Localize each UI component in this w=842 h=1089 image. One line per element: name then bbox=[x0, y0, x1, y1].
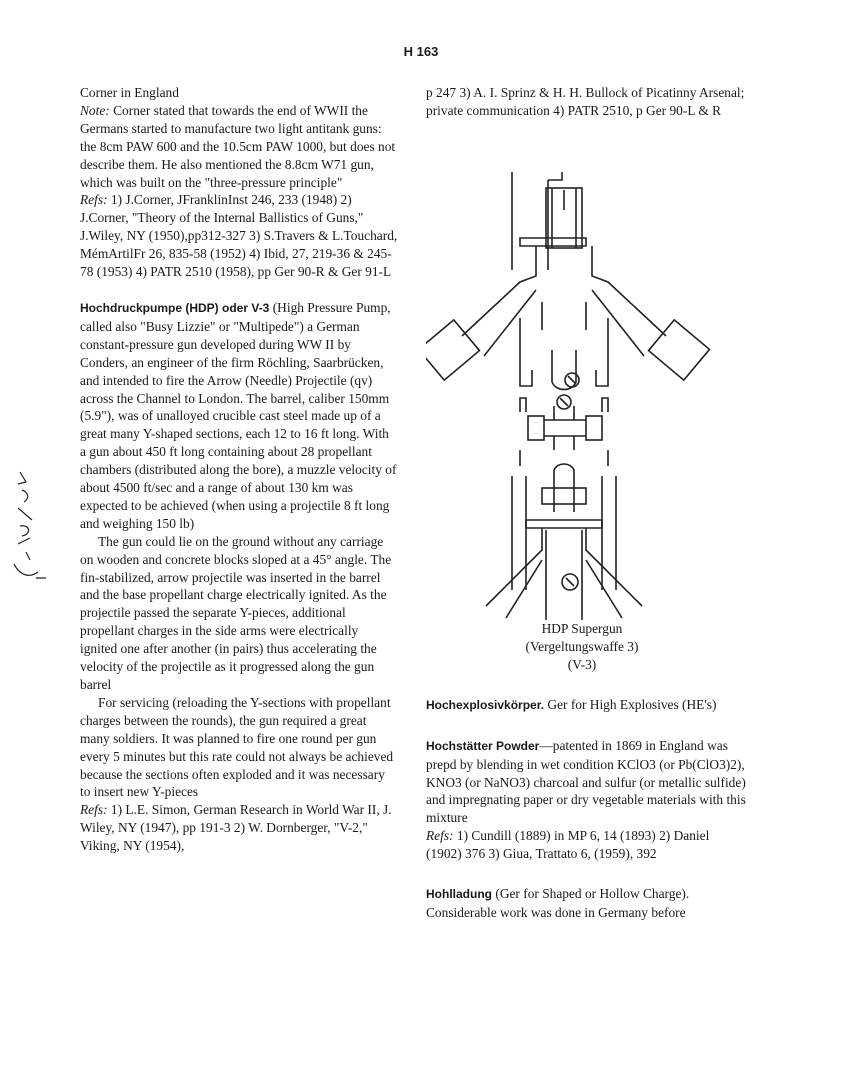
diagram-caption bbox=[418, 620, 746, 674]
right-column bbox=[426, 84, 746, 922]
hdp-entry bbox=[80, 299, 398, 533]
hohlladung-heading: Hohlladung bbox=[426, 887, 492, 902]
hdp-text: (High Pressure Pump, called also "Busy Lizzie" or "Multipede") a German constant-pressure gun developed during WW II by Conders, an engineer of the firm Röchling, Saarbrücken, and intended to fire the Arrow (Needle) Projectile (qv) across the Channel to London. The barrel, caliber 150mm (5.9"), was of unalloyed crucible cast steel made up of a great many Y-shaped sections, each 12 to 16 ft long. With a gun about 450 ft long containing about 28 propellant chambers (distributed along the bore), a muzzle velocity of about 4500 ft/sec and a range of about 130 km was expected to be achieved (when using a projectile 8 ft long and weighing 150 lb) bbox=[80, 299, 397, 531]
hochstatter-refs bbox=[426, 827, 746, 863]
refs-label: Refs: bbox=[426, 828, 454, 844]
caption-line-1: HDP Supergun bbox=[541, 620, 623, 636]
hdp-refs bbox=[80, 801, 398, 855]
note-text: Corner stated that towards the end of WWII the Germans started to manufacture two light antitank guns: the 8cm PAW 600 and the 10.5cm PAW 1000, but does not describe them. He also mentioned the 8.8cm W71 gun, which was built on the "three-pressure principle" bbox=[80, 102, 396, 190]
refs-continuation: p 247 3) A. I. Sprinz & H. H. Bullock of Picatinny Arsenal; private communication 4) PATR 2510, p Ger 90-L & R bbox=[426, 85, 745, 118]
hdp-supergun-diagram bbox=[426, 120, 746, 620]
refs-text: 1) L.E. Simon, German Research in World War II, J. Wiley, NY (1947), pp 191-3 2) W. Dornberger, "V-2," Viking, NY (1954), bbox=[80, 802, 392, 854]
hdp-paragraph-2: The gun could lie on the ground without any carriage on wooden and concrete blocks sloped at a 45° angle. The fin-stabilized, arrow projectile was inserted in the barrel and the base propellant charge electrically ignited. As the projectile passed the separate Y-pieces, additional propellant charges in the side arms were electrically ignited one after another (in pairs) thus accelerating the velocity of the projectile as it progressed along the gun barrel bbox=[80, 533, 392, 692]
caption-line-2: (Vergeltungswaffe 3) bbox=[525, 638, 639, 654]
hochstatter-heading: Hochstätter Powder bbox=[426, 738, 540, 753]
corner-entry-tail: Corner in England bbox=[80, 85, 179, 100]
hochstatter-entry bbox=[426, 737, 746, 828]
left-column bbox=[80, 84, 398, 855]
lower-y-section bbox=[486, 464, 642, 620]
refs-label: Refs: bbox=[80, 802, 108, 818]
hochexplosiv-heading: Hochexplosivkörper. bbox=[426, 697, 545, 712]
hohlladung-text: (Ger for Shaped or Hollow Charge). Considerable work was done in Germany before bbox=[426, 886, 690, 920]
refs-label: Refs: bbox=[80, 192, 108, 208]
corner-note bbox=[80, 102, 398, 192]
hdp-paragraph-3: For servicing (reloading the Y-sections with propellant charges between the rounds), the gun required a great many soldiers. It was planned to fire one round per gun every 5 minutes but this rate could not always be achieved because the sections often exploded and it was necessary to insert new Y-pieces bbox=[80, 694, 394, 800]
corner-refs bbox=[80, 191, 398, 281]
caption-line-3: (V-3) bbox=[567, 656, 597, 672]
note-label: Note: bbox=[80, 102, 110, 118]
refs-text: 1) Cundill (1889) in MP 6, 14 (1893) 2) Daniel (1902) 376 3) Giua, Trattato 6, (1959), 392 bbox=[426, 828, 710, 862]
hohlladung-entry bbox=[426, 885, 746, 922]
refs-text: 1) J.Corner, JFranklinInst 246, 233 (1948) 2) J.Corner, "Theory of the Internal Ballistics of Guns," J.Wiley, NY (1950),pp312-327 3) S.Travers & L.Touchard, MémArtilFr 26, 835-58 (1952) 4) Ibid, 27, 219-36 & 245-78 (1953) 4) PATR 2510 (1958), pp Ger 90-R & Ger 91-L bbox=[80, 192, 398, 280]
hochexplosiv-text: Ger for High Explosives (HE's) bbox=[547, 696, 717, 712]
hdp-heading: Hochdruckpumpe (HDP) oder V-3 bbox=[80, 300, 270, 315]
page-number: H 163 bbox=[403, 44, 439, 59]
handwritten-margin-note bbox=[8, 468, 48, 588]
junction-flange bbox=[520, 395, 608, 466]
hochexplosiv-entry bbox=[426, 696, 746, 715]
hochstatter-text: —patented in 1869 in England was prepd by blending in wet condition KClO3 (or Pb(ClO3)2), KNO3 (or NaNO3) charcoal and sulfur (or metallic sulfide) and impregnating paper or dry vegetable materials with this mixture bbox=[426, 737, 746, 826]
